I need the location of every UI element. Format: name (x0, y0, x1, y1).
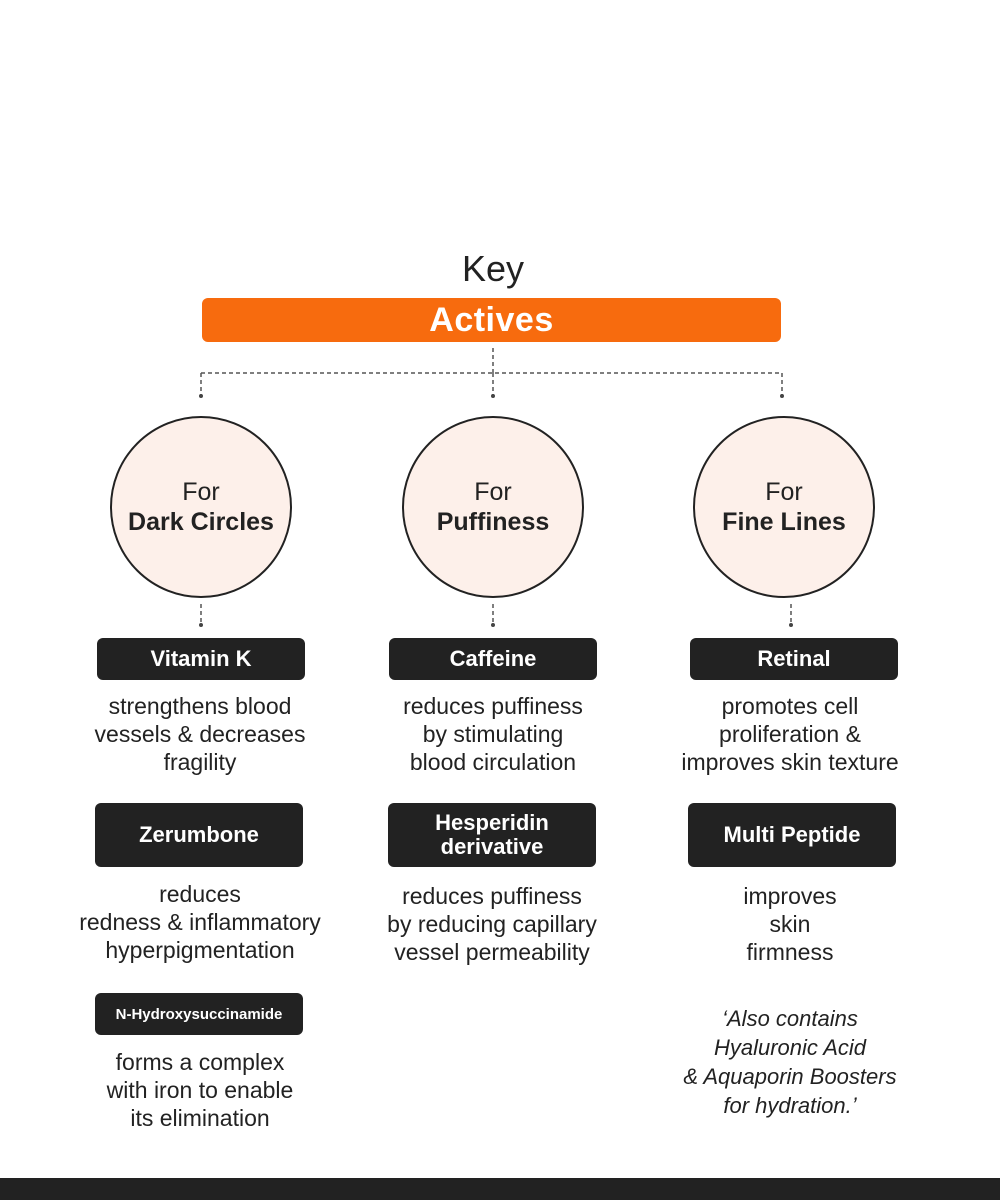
circle-dark-circles (110, 416, 292, 598)
active-description: reduces puffiness by reducing capillary vessel permeability (387, 883, 597, 965)
active-pill-vitamin-k: Vitamin K (97, 638, 305, 680)
connector-dot (199, 394, 203, 398)
circle-target-label: Fine Lines (722, 508, 846, 536)
connector-dot (780, 394, 784, 398)
footer-bar (0, 1178, 1000, 1200)
connector-dot (491, 623, 495, 627)
circle-target-label: Dark Circles (128, 508, 274, 536)
connector-dot (491, 394, 495, 398)
circle-puffiness (402, 416, 584, 598)
actives-label: Actives (429, 300, 554, 339)
additional-ingredients-note: ‘Also contains Hyaluronic Acid & Aquaporin Boosters for hydration.’ (683, 1006, 897, 1118)
circle-for-label: For (765, 478, 803, 506)
active-pill-caffeine: Caffeine (389, 638, 597, 680)
connector-dot (199, 623, 203, 627)
circle-for-label: For (474, 478, 512, 506)
connector-dot (789, 623, 793, 627)
active-pill-hesperidin-derivative: Hesperidin derivative (388, 803, 596, 867)
active-pill-retinal: Retinal (690, 638, 898, 680)
active-description: reduces redness & inflammatory hyperpigmentation (79, 881, 321, 963)
active-description: promotes cell proliferation & improves skin texture (681, 693, 899, 775)
active-description: reduces puffiness by stimulating blood circulation (403, 693, 583, 775)
circle-target-label: Puffiness (436, 508, 550, 536)
active-pill-zerumbone: Zerumbone (95, 803, 303, 867)
active-description: improves skin firmness (743, 883, 837, 965)
active-description: forms a complex with iron to enable its elimination (106, 1049, 294, 1131)
active-description: strengthens blood vessels & decreases fragility (94, 693, 306, 775)
active-pill-multi-peptide: Multi Peptide (688, 803, 896, 867)
diagram-title-key: Key (461, 248, 525, 289)
circle-fine-lines (693, 416, 875, 598)
circle-for-label: For (182, 478, 220, 506)
active-pill-n-hydroxysuccinamide: N-Hydroxysuccinamide (95, 993, 303, 1035)
